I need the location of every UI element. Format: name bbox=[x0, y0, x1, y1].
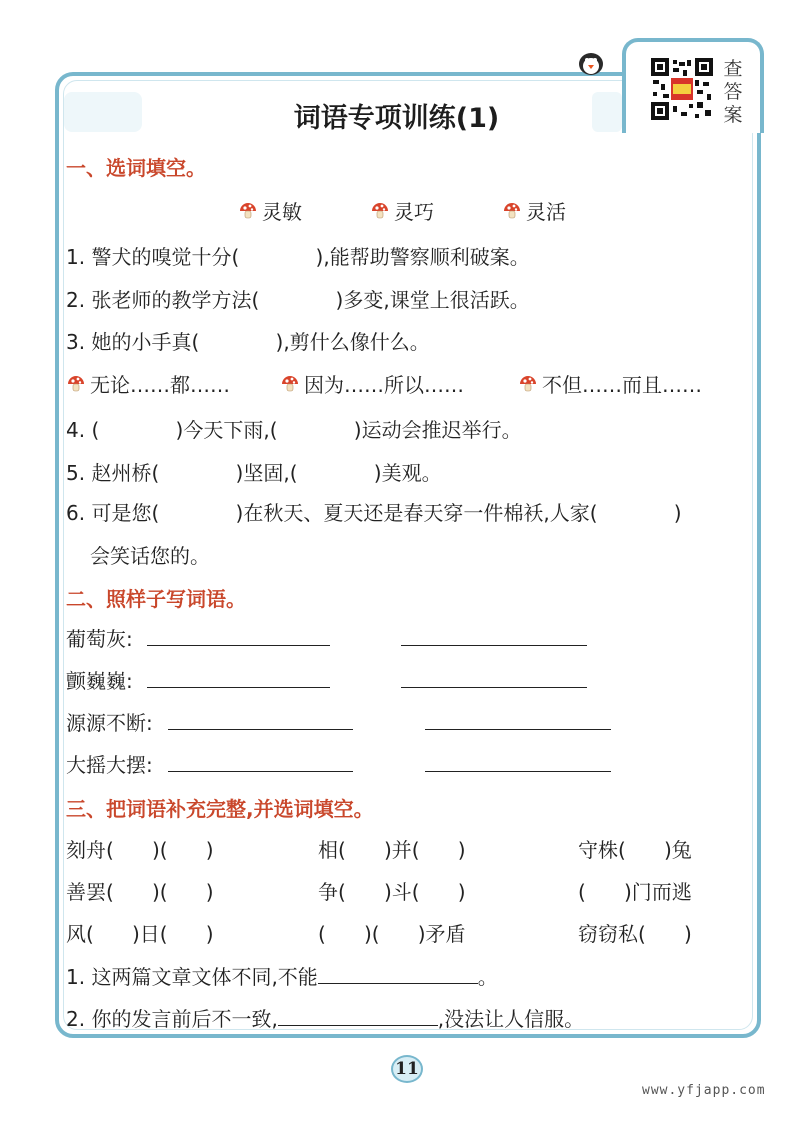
question-3: 3. 她的小手真( ),剪什么像什么。 bbox=[66, 330, 430, 354]
word-option-label: 灵敏 bbox=[262, 200, 302, 224]
idiom-blank: 守株( )兔 bbox=[578, 838, 692, 862]
answer-line[interactable] bbox=[168, 771, 353, 772]
example-word: 葡萄灰: bbox=[66, 627, 133, 651]
section1-heading: 一、选词填空。 bbox=[66, 156, 206, 180]
example-word: 颤巍巍: bbox=[66, 669, 133, 693]
question-2: 2. 张老师的教学方法( )多变,课堂上很活跃。 bbox=[66, 288, 530, 312]
conjunction-option bbox=[518, 369, 702, 398]
penguin-icon bbox=[576, 48, 606, 76]
mushroom-icon bbox=[370, 201, 390, 221]
mushroom-icon bbox=[280, 374, 300, 394]
example-word: 源源不断: bbox=[66, 711, 153, 735]
answer-line[interactable] bbox=[401, 645, 587, 646]
section2-heading: 二、照样子写词语。 bbox=[66, 587, 246, 611]
word-option bbox=[502, 196, 566, 225]
answer-line[interactable] bbox=[425, 771, 611, 772]
mushroom-icon bbox=[518, 374, 538, 394]
word-option-label: 灵活 bbox=[526, 200, 566, 224]
conjunction-option-label: 无论……都…… bbox=[90, 373, 230, 397]
mushroom-icon bbox=[502, 201, 522, 221]
idiom-blank: 窃窃私( ) bbox=[578, 922, 692, 946]
word-option bbox=[238, 196, 302, 225]
section3-heading: 三、把词语补充完整,并选词填空。 bbox=[66, 797, 374, 821]
idiom-blank: ( )( )矛盾 bbox=[318, 922, 466, 946]
fill-question-2: 2. 你的发言前后不一致, ,没法让人信服。 bbox=[66, 1007, 585, 1031]
idiom-blank: 相( )并( ) bbox=[318, 838, 466, 862]
idiom-blank: 刻舟( )( ) bbox=[66, 838, 214, 862]
answer-line[interactable] bbox=[425, 729, 611, 730]
question-6: 6. 可是您( )在秋天、夏天还是春天穿一件棉袄,人家( ) bbox=[66, 501, 682, 525]
word-option-label: 灵巧 bbox=[394, 200, 434, 224]
check-answer-label[interactable]: 查答案 bbox=[723, 58, 743, 126]
idiom-blank: ( )门而逃 bbox=[578, 880, 692, 904]
conjunction-option bbox=[66, 369, 230, 398]
idiom-blank: 风( )日( ) bbox=[66, 922, 214, 946]
idiom-blank: 善罢( )( ) bbox=[66, 880, 214, 904]
question-1: 1. 警犬的嗅觉十分( ),能帮助警察顺利破案。 bbox=[66, 245, 530, 269]
conjunction-option-label: 不但……而且…… bbox=[542, 373, 702, 397]
question-5: 5. 赵州桥( )坚固,( )美观。 bbox=[66, 461, 442, 485]
answer-line[interactable] bbox=[168, 729, 353, 730]
answer-line[interactable] bbox=[401, 687, 587, 688]
page-number: 11 bbox=[391, 1055, 423, 1083]
question-4: 4. ( )今天下雨,( )运动会推迟举行。 bbox=[66, 418, 522, 442]
mushroom-icon bbox=[66, 374, 86, 394]
conjunction-option-label: 因为……所以…… bbox=[304, 373, 464, 397]
mushroom-icon bbox=[238, 201, 258, 221]
page-title: 词语专项训练(1) bbox=[293, 103, 500, 134]
word-option bbox=[370, 196, 434, 225]
example-word: 大摇大摆: bbox=[66, 753, 153, 777]
answer-line[interactable] bbox=[147, 645, 330, 646]
idiom-blank: 争( )斗( ) bbox=[318, 880, 466, 904]
question-6-continued: 会笑话您的。 bbox=[90, 544, 210, 568]
answer-line[interactable] bbox=[318, 965, 478, 984]
watermark: www.yfjapp.com bbox=[642, 1083, 766, 1098]
answer-line[interactable] bbox=[147, 687, 330, 688]
answer-line[interactable] bbox=[278, 1007, 438, 1026]
fill-question-1: 1. 这两篇文章文体不同,不能 。 bbox=[66, 965, 498, 989]
conjunction-option bbox=[280, 369, 464, 398]
